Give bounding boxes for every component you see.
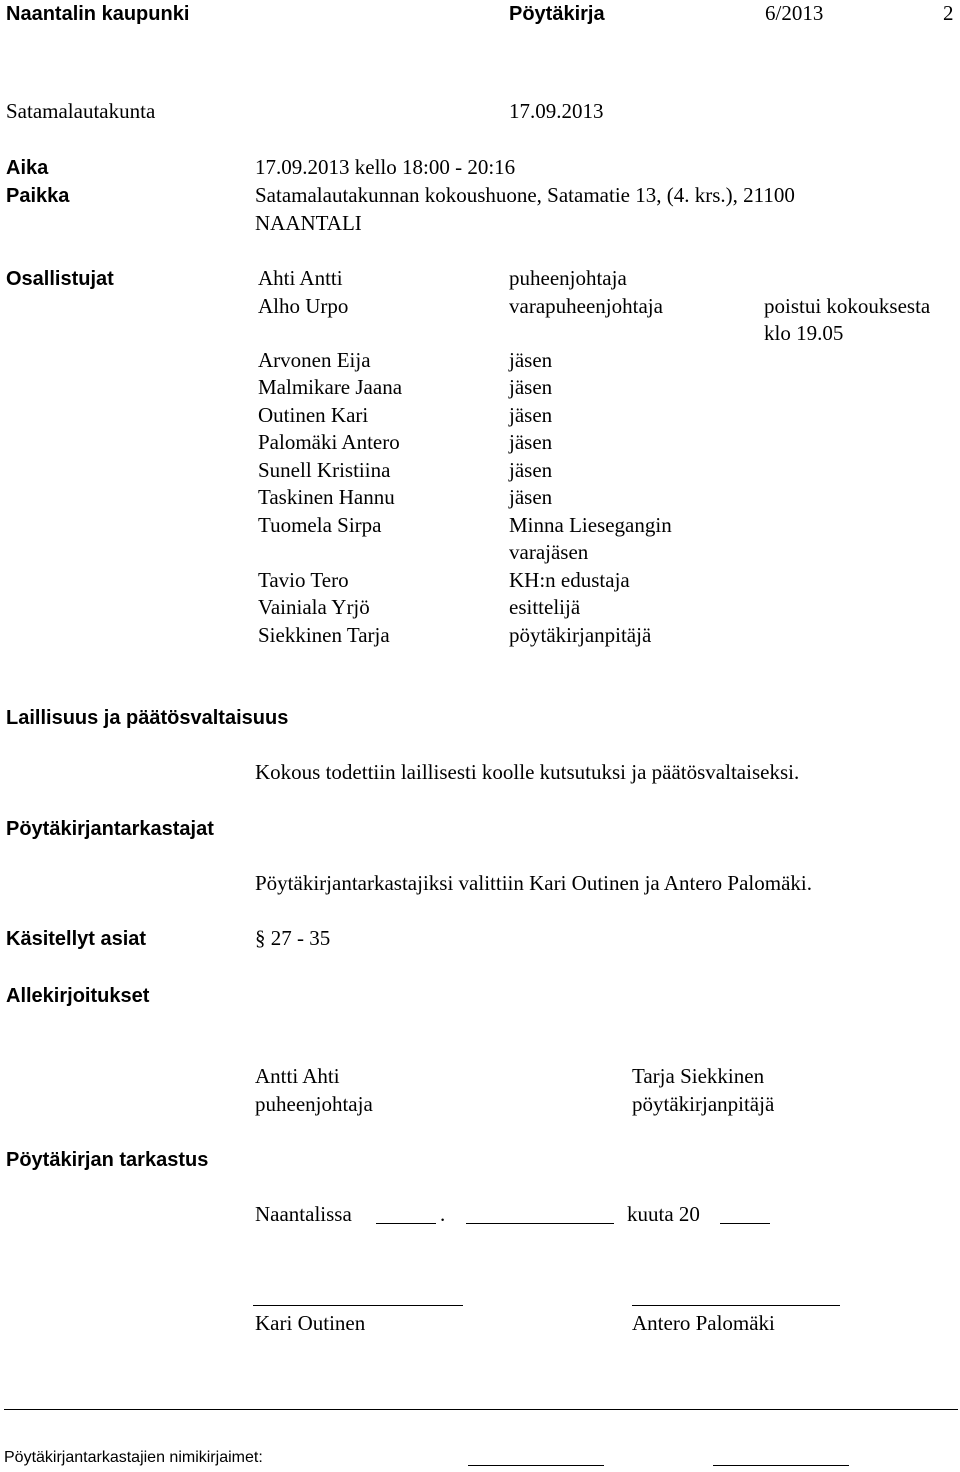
attendee-role: jäsen — [509, 348, 553, 372]
attendee-name: Malmikare Jaana — [258, 375, 403, 399]
signature-right-role: pöytäkirjanpitäjä — [632, 1092, 775, 1116]
legality-label: Laillisuus ja päätösvaltaisuus — [6, 707, 289, 729]
year-blank-line — [720, 1223, 770, 1224]
doc-date: 17.09.2013 — [509, 99, 604, 123]
attendee-note: poistui kokouksesta — [764, 294, 931, 318]
time-label: Aika — [6, 157, 49, 179]
month-blank-line — [466, 1223, 614, 1224]
attendee-name: Taskinen Hannu — [258, 485, 395, 509]
attendee-name: Ahti Antti — [258, 266, 343, 290]
footer-divider — [4, 1409, 958, 1410]
review-dot: . — [440, 1202, 446, 1226]
review-right-name: Antero Palomäki — [632, 1311, 775, 1335]
attendee-name: Palomäki Antero — [258, 430, 400, 454]
page-number: 2 — [943, 1, 954, 25]
attendee-role: KH:n edustaja — [509, 568, 630, 592]
attendee-role: puheenjohtaja — [509, 266, 627, 290]
attendee-name: Vainiala Yrjö — [258, 595, 370, 619]
attendee-role: jäsen — [509, 458, 553, 482]
initials-label: Pöytäkirjantarkastajien nimikirjaimet: — [4, 1449, 263, 1466]
review-place: Naantalissa — [255, 1202, 352, 1226]
signature-left-role: puheenjohtaja — [255, 1092, 373, 1116]
attendee-role: varajäsen — [509, 540, 589, 564]
review-month-text: kuuta 20 — [627, 1202, 700, 1226]
items-value: § 27 - 35 — [255, 926, 331, 950]
signature-left-name: Antti Ahti — [255, 1064, 340, 1088]
review-label: Pöytäkirjan tarkastus — [6, 1149, 209, 1171]
attendee-name: Outinen Kari — [258, 403, 369, 427]
review-left-name: Kari Outinen — [255, 1311, 366, 1335]
initials-line-2 — [713, 1465, 849, 1466]
legality-text: Kokous todettiin laillisesti koolle kutsutuksi ja päätösvaltaiseksi. — [255, 760, 800, 784]
day-blank-line — [376, 1223, 436, 1224]
doc-type: Pöytäkirja — [509, 3, 605, 25]
signatures-label: Allekirjoitukset — [6, 985, 150, 1007]
time-value: 17.09.2013 kello 18:00 - 20:16 — [255, 155, 516, 179]
attendee-name: Arvonen Eija — [258, 348, 371, 372]
attendee-role: jäsen — [509, 485, 553, 509]
attendee-note: klo 19.05 — [764, 321, 844, 345]
attendee-name: Tuomela Sirpa — [258, 513, 382, 537]
attendee-role: Minna Liesegangin — [509, 513, 672, 537]
place-value-line1: Satamalautakunnan kokoushuone, Satamatie 13, (4. krs.), 21100 — [255, 183, 795, 207]
attendee-role: jäsen — [509, 430, 553, 454]
attendee-role: pöytäkirjanpitäjä — [509, 623, 652, 647]
signature-right-name: Tarja Siekkinen — [632, 1064, 765, 1088]
attendee-role: jäsen — [509, 403, 553, 427]
attendee-role: varapuheenjohtaja — [509, 294, 663, 318]
inspectors-text: Pöytäkirjantarkastajiksi valittiin Kari Outinen ja Antero Palomäki. — [255, 871, 812, 895]
place-label: Paikka — [6, 185, 70, 207]
attendee-name: Tavio Tero — [258, 568, 349, 592]
attendee-role: jäsen — [509, 375, 553, 399]
attendee-name: Alho Urpo — [258, 294, 349, 318]
attendee-name: Sunell Kristiina — [258, 458, 391, 482]
initials-line-1 — [468, 1465, 604, 1466]
attendee-role: esittelijä — [509, 595, 581, 619]
committee-name: Satamalautakunta — [6, 99, 156, 123]
doc-number: 6/2013 — [765, 1, 824, 25]
attendees-label: Osallistujat — [6, 268, 114, 290]
place-value-line2: NAANTALI — [255, 211, 362, 235]
attendee-name: Siekkinen Tarja — [258, 623, 390, 647]
signature-line-left — [253, 1305, 463, 1306]
org-name: Naantalin kaupunki — [6, 3, 190, 25]
signature-line-right — [632, 1305, 840, 1306]
items-label: Käsitellyt asiat — [6, 928, 147, 950]
inspectors-label: Pöytäkirjantarkastajat — [6, 818, 214, 840]
